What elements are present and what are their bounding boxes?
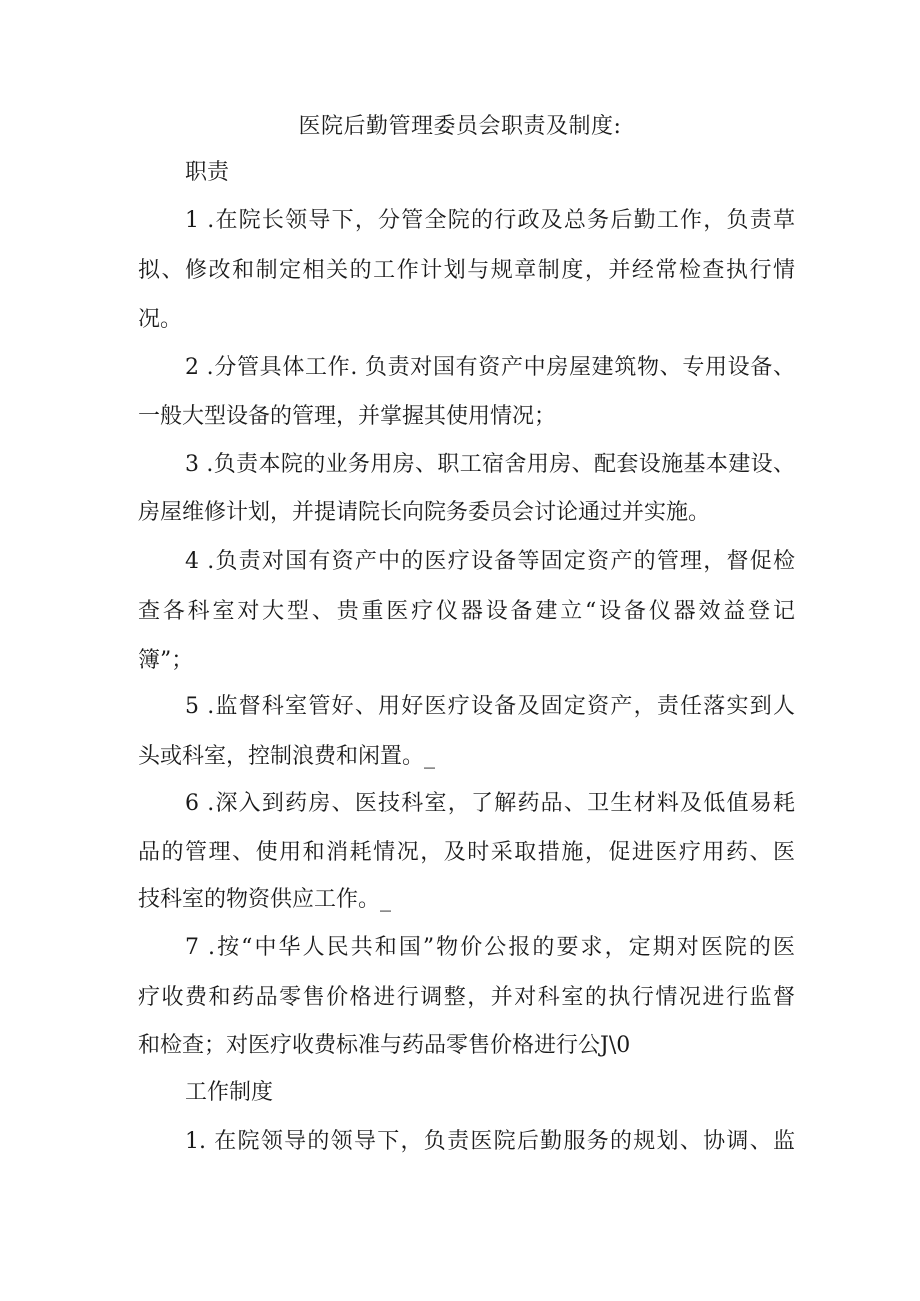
duty-6-line-3: 技科室的物资供应工作。_ <box>138 887 392 912</box>
duty-2-line-2: 一般大型设备的管理，并掌握其使用情况； <box>138 404 557 429</box>
duty-7-line-2: 疗收费和药品零售价格进行调整，并对科室的执行情况进行监督 <box>138 985 795 1010</box>
duty-4-line-3: 簿”； <box>138 648 194 673</box>
duty-5-line-1: 5 .监督科室管好、用好医疗设备及固定资产，责任落实到人 <box>185 694 795 719</box>
duty-1-line-2: 拟、修改和制定相关的工作计划与规章制度，并经常检查执行情 <box>138 258 795 283</box>
duty-3-line-1: 3 .负责本院的业务用房、职工宿舍用房、配套设施基本建设、 <box>185 452 795 477</box>
duty-3-line-2: 房屋维修计划，并提请院长向院务委员会讨论通过并实施。 <box>138 500 711 525</box>
duty-1-line-1: 1 .在院长领导下，分管全院的行政及总务后勤工作，负责草 <box>185 208 795 233</box>
duty-7-line-3: 和检查；对医疗收费标准与药品零售价格进行公J\0 <box>138 1033 631 1058</box>
duty-4-line-1: 4 .负责对国有资产中的医疗设备等固定资产的管理，督促检 <box>185 549 795 574</box>
document-title: 医院后勤管理委员会职责及制度: <box>298 114 622 139</box>
duty-7-line-1: 7 .按“中华人民共和国”物价公报的要求，定期对医院的医 <box>185 935 795 960</box>
duty-6-line-1: 6 .深入到药房、医技科室，了解药品、卫生材料及低值易耗 <box>185 791 795 816</box>
duty-5-line-2: 头或科室，控制浪费和闲置。_ <box>138 744 436 769</box>
section-heading-duties: 职责 <box>185 160 230 185</box>
duty-2-line-1: 2 .分管具体工作. 负责对国有资产中房屋建筑物、专用设备、 <box>185 355 795 380</box>
duty-6-line-2: 品的管理、使用和消耗情况，及时采取措施，促进医疗用药、医 <box>138 840 795 865</box>
section-heading-rules: 工作制度 <box>185 1080 274 1105</box>
duty-4-line-2: 查各科室对大型、贵重医疗仪器设备建立“设备仪器效益登记 <box>138 599 795 624</box>
duty-1-line-3: 况。 <box>138 307 183 332</box>
rule-1-line-1: 1. 在院领导的领导下，负责医院后勤服务的规划、协调、监 <box>185 1129 795 1154</box>
